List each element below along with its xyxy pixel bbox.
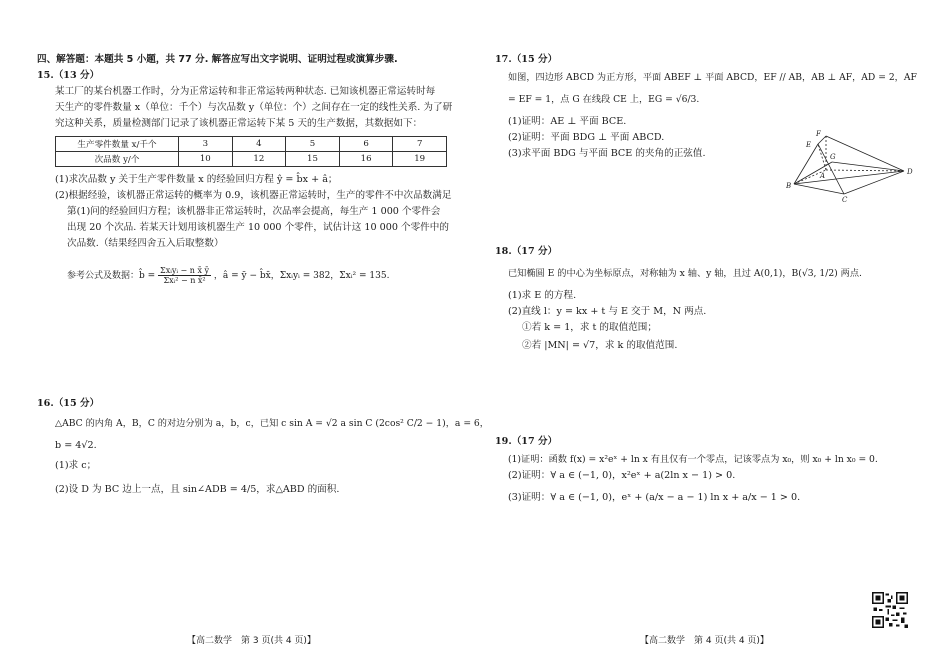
label-e: E (806, 141, 812, 149)
q17-line1: 如图，四边形 ABCD 为正方形，平面 ABEF ⊥ 平面 ABCD，EF // AB，AB ⊥ AF，AD = 2，AF (508, 72, 917, 83)
q19-part2: (2)证明：∀ a ∈ (−1, 0)，x²eˣ + a(2ln x − 1) > 0. (508, 470, 736, 481)
q17-number: 17.（15 分） (495, 54, 558, 65)
edge-ad (826, 170, 904, 171)
edge-be (794, 144, 818, 184)
table-cell: 16 (339, 152, 393, 167)
q19-number: 19.（17 分） (495, 436, 558, 447)
label-a: A (820, 172, 826, 180)
geometry-figure (786, 128, 916, 202)
q15-intro-line: 究这种关系，质量检测部门记录了该机器正常运转下某 5 天的生产数据，其数据如下： (55, 118, 423, 129)
q16-line2: b = 4√2. (55, 440, 97, 451)
section-header: 四、解答题：本题共 5 小题，共 77 分. 解答应写出文字说明、证明过程或演算步骤. (37, 54, 398, 65)
label-c: C (842, 196, 848, 202)
q15-part1: (1)求次品数 y 关于生产零件数量 x 的经验回归方程 ŷ = b̂x + â； (55, 174, 338, 185)
table-cell: 3 (179, 137, 233, 152)
table-cell: 5 (286, 137, 340, 152)
formula-fraction (158, 266, 211, 285)
label-g: G (830, 153, 836, 161)
q16-line1: △ABC 的内角 A，B，C 的对边分别为 a，b，c，已知 c sin A = √2 a sin C (2cos² C/2 − 1)，a = 6， (55, 418, 489, 429)
qr-code-icon (872, 592, 908, 628)
q19-part3: (3)证明：∀ a ∈ (−1, 0)，eˣ + (a/x − a − 1) ln x + a/x − 1 > 0. (508, 492, 801, 503)
q15-part2-line: 出现 20 个次品. 若某天计划用该机器生产 10 000 个零件，试估计这 10 000 个零件中的 (67, 222, 449, 233)
table-cell: 19 (393, 152, 447, 167)
q17-part3: (3)求平面 BDG 与平面 BCE 的夹角的正弦值. (508, 148, 706, 159)
q15-intro-line: 某工厂的某台机器工作时，分为正常运转和非正常运转两种状态. 已知该机器正常运转时每 (55, 86, 436, 97)
formula-rest: ，â = ȳ − b̂x̄，Σxᵢyᵢ = 382，Σxᵢ² = 135. (213, 271, 390, 281)
q15-number: 15.（13 分） (37, 70, 100, 81)
table-cell: 7 (393, 137, 447, 152)
table-cell: 12 (232, 152, 286, 167)
label-d: D (907, 168, 913, 176)
q18-part1: (1)求 E 的方程. (508, 290, 577, 301)
formula-numerator: Σxᵢyᵢ − n x̄ ȳ (160, 266, 210, 275)
edge-ec (818, 144, 844, 194)
q16-number: 16.（15 分） (37, 398, 100, 409)
q15-part2-line: 第(1)问的经验回归方程；该机器非正常运转时，次品率会提高，每生产 1 000 个零件会 (67, 206, 441, 217)
q18-number: 18.（17 分） (495, 246, 558, 257)
table-cell: 6 (339, 137, 393, 152)
table-row (56, 137, 447, 152)
q18-sub2: ②若 |MN| = √7，求 k 的取值范围. (522, 340, 678, 351)
label-b: B (786, 182, 792, 190)
q15-formula (67, 266, 389, 285)
label-f: F (816, 130, 821, 138)
q18-line1: 已知椭圆 E 的中心为坐标原点，对称轴为 x 轴、y 轴，且过 A(0,1)，B(√3, 1/2) 两点. (508, 268, 862, 279)
table-cell: 10 (179, 152, 233, 167)
q15-data-table (55, 136, 447, 167)
q16-part2: (2)设 D 为 BC 边上一点，且 sin∠ADB = 4/5，求△ABD 的面积. (55, 484, 340, 495)
q15-part2-line: 次品数.（结果经四舍五入后取整数） (67, 238, 224, 249)
right-page-footer: 【高二数学 第 4 页(共 4 页)】 (640, 636, 769, 646)
table-cell: 15 (286, 152, 340, 167)
formula-denominator: Σxᵢ² − n x̄² (163, 276, 206, 285)
q17-part2: (2)证明：平面 BDG ⊥ 平面 ABCD. (508, 132, 665, 143)
q15-intro-line: 天生产的零件数量 x（单位：千个）与次品数 y（单位：个）之间存在一定的线性关系. 为了研 (55, 102, 453, 113)
q17-line2: = EF = 1，点 G 在线段 CE 上，EG = √6/3. (508, 94, 700, 105)
q18-sub1: ①若 k = 1，求 t 的取值范围； (522, 322, 657, 333)
table-cell: 4 (232, 137, 286, 152)
formula-prefix: 参考公式及数据：b̂ = (67, 271, 156, 281)
q16-part1: (1)求 c； (55, 460, 97, 471)
edge-bc (794, 184, 844, 194)
table-header-cell: 生产零件数量 x/千个 (56, 137, 179, 152)
table-header-cell: 次品数 y/个 (56, 152, 179, 167)
q18-part2: (2)直线 l：y = kx + t 与 E 交于 M，N 两点. (508, 306, 707, 317)
q15-part2-line: (2)根据经验，该机器正常运转的概率为 0.9，该机器正常运转时，生产的零件不中次品数满足 (55, 190, 452, 201)
left-page-footer: 【高二数学 第 3 页(共 4 页)】 (187, 636, 316, 646)
table-row (56, 152, 447, 167)
q19-part1: (1)证明：函数 f(x) = x²eˣ + ln x 有且仅有一个零点，记该零点为 x₀，则 x₀ + ln x₀ = 0. (508, 454, 878, 465)
q17-part1: (1)证明：AE ⊥ 平面 BCE. (508, 116, 627, 127)
